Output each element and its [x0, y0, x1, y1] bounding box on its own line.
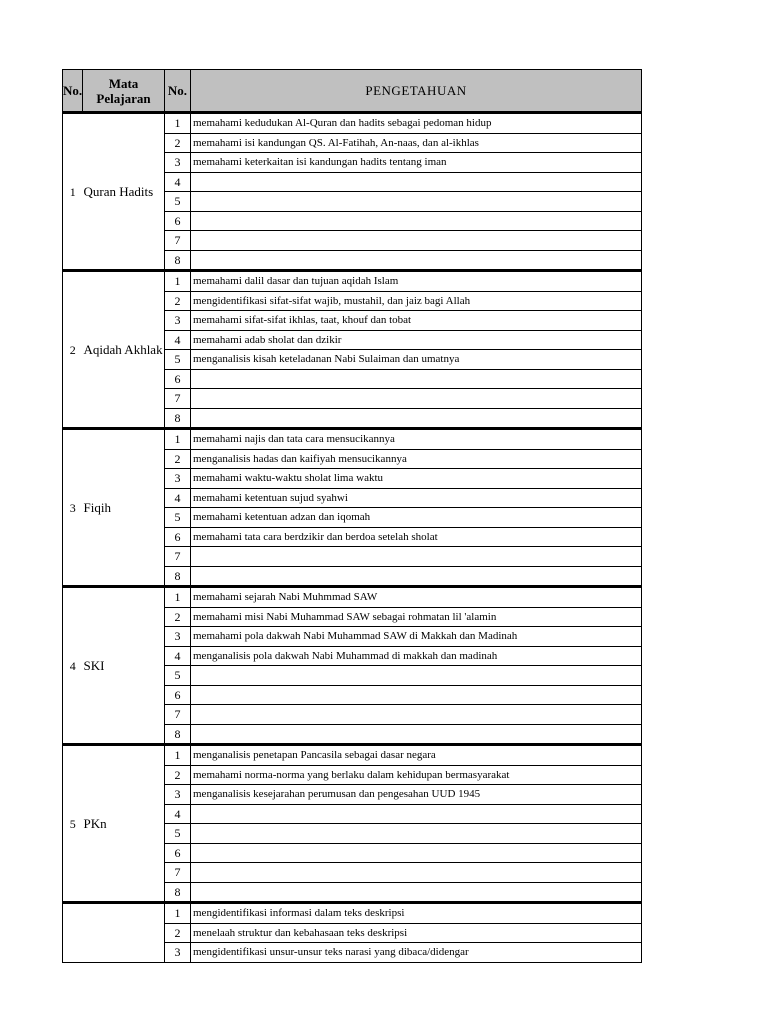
knowledge-cell[interactable] [191, 804, 642, 824]
knowledge-cell[interactable] [191, 250, 642, 271]
knowledge-cell[interactable] [191, 666, 642, 686]
item-number-cell[interactable]: 8 [165, 408, 191, 429]
item-number-cell[interactable]: 4 [165, 330, 191, 350]
knowledge-cell[interactable]: memahami ketentuan adzan dan iqomah [191, 508, 642, 528]
knowledge-cell[interactable] [191, 566, 642, 587]
table-row [63, 903, 642, 924]
item-number-cell[interactable]: 3 [165, 627, 191, 647]
knowledge-cell[interactable]: memahami misi Nabi Muhammad SAW sebagai rohmatan lil 'alamin [191, 607, 642, 627]
item-number-cell[interactable]: 8 [165, 882, 191, 903]
item-number-cell[interactable]: 5 [165, 350, 191, 370]
header-knowledge[interactable]: PENGETAHUAN [191, 70, 642, 113]
knowledge-cell[interactable]: mengidentifikasi informasi dalam teks deskripsi [191, 903, 642, 924]
table-row [63, 745, 642, 766]
knowledge-cell[interactable]: memahami sejarah Nabi Muhmmad SAW [191, 587, 642, 608]
header-row [63, 70, 642, 113]
item-number-cell[interactable]: 3 [165, 311, 191, 331]
subject-name-cell[interactable] [83, 903, 165, 963]
subject-name-cell[interactable]: Fiqih [83, 429, 165, 587]
knowledge-cell[interactable] [191, 408, 642, 429]
knowledge-cell[interactable] [191, 211, 642, 231]
knowledge-cell[interactable] [191, 863, 642, 883]
item-number-cell[interactable]: 1 [165, 903, 191, 924]
subject-number-cell[interactable]: 1 [63, 113, 83, 271]
knowledge-cell[interactable]: memahami waktu-waktu sholat lima waktu [191, 469, 642, 489]
table-row [63, 587, 642, 608]
knowledge-cell[interactable] [191, 843, 642, 863]
item-number-cell[interactable]: 4 [165, 804, 191, 824]
knowledge-cell[interactable]: memahami kedudukan Al-Quran dan hadits sebagai pedoman hidup [191, 113, 642, 134]
item-number-cell[interactable]: 6 [165, 685, 191, 705]
item-number-cell[interactable]: 5 [165, 508, 191, 528]
knowledge-cell[interactable] [191, 192, 642, 212]
knowledge-cell[interactable]: memahami norma-norma yang berlaku dalam kehidupan bermasyarakat [191, 765, 642, 785]
table-body [63, 113, 642, 963]
header-no[interactable]: No. [63, 70, 83, 113]
knowledge-cell[interactable]: memahami ketentuan sujud syahwi [191, 488, 642, 508]
subject-number-cell[interactable]: 4 [63, 587, 83, 745]
item-number-cell[interactable]: 6 [165, 843, 191, 863]
item-number-cell[interactable]: 3 [165, 785, 191, 805]
item-number-cell[interactable]: 2 [165, 449, 191, 469]
item-number-cell[interactable]: 3 [165, 153, 191, 173]
knowledge-cell[interactable]: memahami keterkaitan isi kandungan hadits tentang iman [191, 153, 642, 173]
item-number-cell[interactable]: 4 [165, 488, 191, 508]
item-number-cell[interactable]: 7 [165, 705, 191, 725]
item-number-cell[interactable]: 1 [165, 745, 191, 766]
item-number-cell[interactable]: 5 [165, 824, 191, 844]
header-subject[interactable]: Mata Pelajaran [83, 70, 165, 113]
item-number-cell[interactable]: 7 [165, 863, 191, 883]
item-number-cell[interactable]: 6 [165, 211, 191, 231]
knowledge-cell[interactable] [191, 705, 642, 725]
item-number-cell[interactable]: 1 [165, 587, 191, 608]
item-number-cell[interactable]: 3 [165, 943, 191, 963]
item-number-cell[interactable]: 8 [165, 250, 191, 271]
knowledge-cell[interactable] [191, 685, 642, 705]
knowledge-cell[interactable] [191, 231, 642, 251]
item-number-cell[interactable]: 7 [165, 547, 191, 567]
item-number-cell[interactable]: 2 [165, 291, 191, 311]
knowledge-cell[interactable]: mengidentifikasi sifat-sifat wajib, mustahil, dan jaiz bagi Allah [191, 291, 642, 311]
knowledge-cell[interactable]: mengidentifikasi unsur-unsur teks narasi yang dibaca/didengar [191, 943, 642, 963]
item-number-cell[interactable]: 5 [165, 666, 191, 686]
subject-name-cell[interactable]: PKn [83, 745, 165, 903]
item-number-cell[interactable]: 4 [165, 646, 191, 666]
item-number-cell[interactable]: 2 [165, 923, 191, 943]
knowledge-cell[interactable]: menganalisis penetapan Pancasila sebagai dasar negara [191, 745, 642, 766]
subject-name-cell[interactable]: SKI [83, 587, 165, 745]
subject-number-cell[interactable] [63, 903, 83, 963]
spreadsheet [62, 69, 641, 963]
knowledge-cell[interactable]: menganalisis kesejarahan perumusan dan pengesahan UUD 1945 [191, 785, 642, 805]
header-item-no[interactable]: No. [165, 70, 191, 113]
subject-number-cell[interactable]: 3 [63, 429, 83, 587]
item-number-cell[interactable]: 3 [165, 469, 191, 489]
item-number-cell[interactable]: 2 [165, 133, 191, 153]
knowledge-cell[interactable] [191, 882, 642, 903]
knowledge-cell[interactable] [191, 172, 642, 192]
knowledge-cell[interactable]: memahami tata cara berdzikir dan berdoa setelah sholat [191, 527, 642, 547]
knowledge-cell[interactable]: memahami isi kandungan QS. Al-Fatihah, An-naas, dan al-ikhlas [191, 133, 642, 153]
knowledge-cell[interactable]: memahami sifat-sifat ikhlas, taat, khouf dan tobat [191, 311, 642, 331]
knowledge-cell[interactable] [191, 369, 642, 389]
knowledge-cell[interactable] [191, 824, 642, 844]
item-number-cell[interactable]: 2 [165, 765, 191, 785]
item-number-cell[interactable]: 1 [165, 271, 191, 292]
knowledge-table [62, 69, 642, 963]
knowledge-cell[interactable]: menganalisis kisah keteladanan Nabi Sulaiman dan umatnya [191, 350, 642, 370]
table-row [63, 271, 642, 292]
item-number-cell[interactable]: 4 [165, 172, 191, 192]
knowledge-cell[interactable]: memahami pola dakwah Nabi Muhammad SAW di Makkah dan Madinah [191, 627, 642, 647]
item-number-cell[interactable]: 7 [165, 389, 191, 409]
item-number-cell[interactable]: 8 [165, 566, 191, 587]
subject-number-cell[interactable]: 5 [63, 745, 83, 903]
item-number-cell[interactable]: 1 [165, 429, 191, 450]
knowledge-cell[interactable]: menganalisis hadas dan kaifiyah mensucikannya [191, 449, 642, 469]
knowledge-cell[interactable]: memahami adab sholat dan dzikir [191, 330, 642, 350]
table-row [63, 429, 642, 450]
item-number-cell[interactable]: 2 [165, 607, 191, 627]
item-number-cell[interactable]: 6 [165, 369, 191, 389]
knowledge-cell[interactable]: menelaah struktur dan kebahasaan teks deskripsi [191, 923, 642, 943]
subject-name-cell[interactable]: Quran Hadits [83, 113, 165, 271]
knowledge-cell[interactable] [191, 547, 642, 567]
knowledge-cell[interactable] [191, 389, 642, 409]
knowledge-cell[interactable]: memahami najis dan tata cara mensucikannya [191, 429, 642, 450]
item-number-cell[interactable]: 8 [165, 724, 191, 745]
item-number-cell[interactable]: 5 [165, 192, 191, 212]
table-row [63, 113, 642, 134]
subject-name-cell[interactable]: Aqidah Akhlak [83, 271, 165, 429]
knowledge-cell[interactable]: memahami dalil dasar dan tujuan aqidah Islam [191, 271, 642, 292]
knowledge-cell[interactable]: menganalisis pola dakwah Nabi Muhammad di makkah dan madinah [191, 646, 642, 666]
item-number-cell[interactable]: 1 [165, 113, 191, 134]
subject-number-cell[interactable]: 2 [63, 271, 83, 429]
knowledge-cell[interactable] [191, 724, 642, 745]
item-number-cell[interactable]: 6 [165, 527, 191, 547]
item-number-cell[interactable]: 7 [165, 231, 191, 251]
